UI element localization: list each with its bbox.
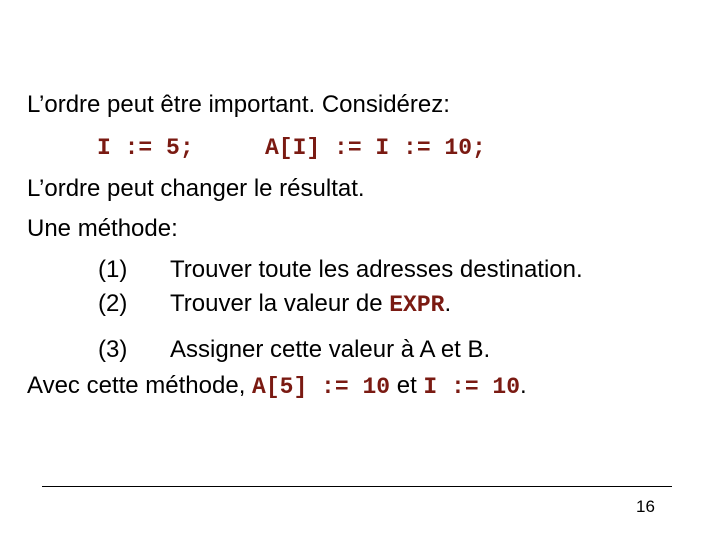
step-1-number: (1) xyxy=(98,256,128,283)
intro-text: L’ordre peut être important. Considérez: xyxy=(27,91,450,118)
final-code-1: A[5] := 10 xyxy=(252,374,391,400)
code-statement-2: A[I] := I := 10; xyxy=(265,135,486,161)
step-2 xyxy=(98,290,451,319)
step-1 xyxy=(98,256,583,284)
step-2-code: EXPR xyxy=(389,292,445,318)
final-statement xyxy=(27,372,527,401)
code-statement-1: I := 5; xyxy=(97,135,194,161)
step-2-suffix: . xyxy=(444,290,452,317)
final-mid: et xyxy=(390,372,424,399)
page-number: 16 xyxy=(636,497,655,516)
method-heading: Une méthode: xyxy=(27,215,178,242)
final-suffix: . xyxy=(520,372,527,399)
order-text: L’ordre peut changer le résultat. xyxy=(27,175,365,202)
step-3-number: (3) xyxy=(98,336,128,363)
step-2-text: Trouver la valeur de xyxy=(170,290,390,317)
final-prefix: Avec cette méthode, xyxy=(27,372,253,399)
step-2-number: (2) xyxy=(98,290,128,317)
step-3 xyxy=(98,336,490,364)
final-code-2: I := 10 xyxy=(423,374,521,400)
step-1-text: Trouver toute les adresses destination. xyxy=(170,256,583,283)
footer-divider xyxy=(42,486,672,487)
step-3-text: Assigner cette valeur à A et B. xyxy=(170,336,491,363)
